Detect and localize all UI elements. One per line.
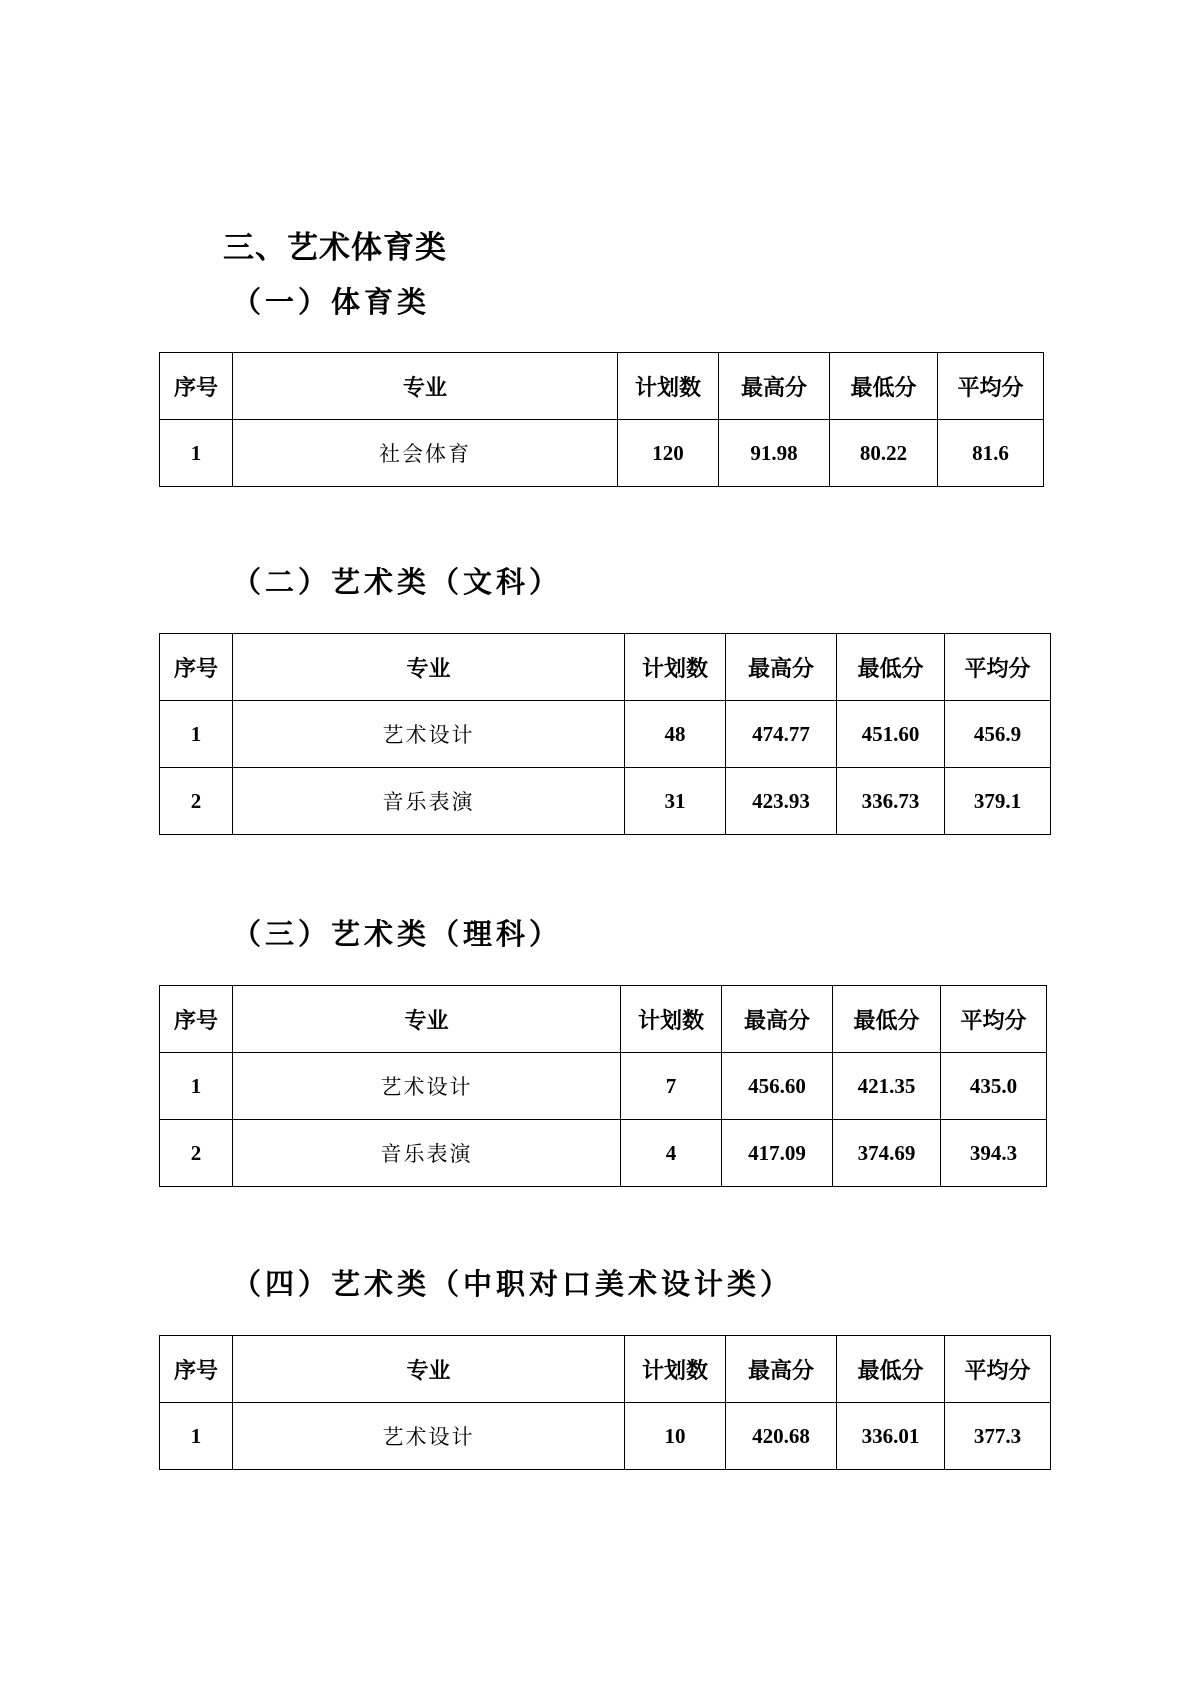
- cell-no: 1: [160, 1053, 233, 1120]
- header-plan: 计划数: [625, 634, 726, 701]
- table-header-row: [160, 634, 1051, 701]
- header-min: 最低分: [837, 634, 945, 701]
- cell-plan: 10: [625, 1403, 726, 1470]
- cell-min: 336.01: [837, 1403, 945, 1470]
- header-major: 专业: [233, 353, 618, 420]
- cell-max: 420.68: [726, 1403, 837, 1470]
- header-major: 专业: [233, 1336, 625, 1403]
- header-avg: 平均分: [945, 634, 1051, 701]
- cell-avg: 394.3: [941, 1120, 1047, 1187]
- cell-no: 2: [160, 768, 233, 835]
- subsection-title-arts-liberal: （二）艺术类（文科）: [232, 565, 563, 599]
- scores-table-arts-vocational: [159, 1335, 1051, 1470]
- subsection-title-sports: （一）体育类: [232, 285, 431, 319]
- cell-major: 艺术设计: [233, 1403, 625, 1470]
- cell-avg: 81.6: [938, 420, 1044, 487]
- cell-min: 374.69: [833, 1120, 941, 1187]
- cell-major: 社会体育: [233, 420, 618, 487]
- header-avg: 平均分: [941, 986, 1047, 1053]
- header-plan: 计划数: [621, 986, 722, 1053]
- cell-max: 423.93: [726, 768, 837, 835]
- cell-no: 2: [160, 1120, 233, 1187]
- cell-avg: 435.0: [941, 1053, 1047, 1120]
- header-plan: 计划数: [618, 353, 719, 420]
- header-max: 最高分: [719, 353, 830, 420]
- cell-plan: 120: [618, 420, 719, 487]
- table-header-row: [160, 353, 1044, 420]
- header-max: 最高分: [722, 986, 833, 1053]
- header-avg: 平均分: [938, 353, 1044, 420]
- table-row: [160, 1403, 1051, 1470]
- section-title: 三、艺术体育类: [223, 230, 447, 266]
- cell-major: 艺术设计: [233, 701, 625, 768]
- table-row: [160, 1120, 1047, 1187]
- header-plan: 计划数: [625, 1336, 726, 1403]
- header-max: 最高分: [726, 634, 837, 701]
- cell-plan: 31: [625, 768, 726, 835]
- header-max: 最高分: [726, 1336, 837, 1403]
- header-min: 最低分: [833, 986, 941, 1053]
- cell-max: 474.77: [726, 701, 837, 768]
- cell-avg: 377.3: [945, 1403, 1051, 1470]
- header-avg: 平均分: [945, 1336, 1051, 1403]
- cell-min: 421.35: [833, 1053, 941, 1120]
- cell-avg: 456.9: [945, 701, 1051, 768]
- header-min: 最低分: [837, 1336, 945, 1403]
- cell-no: 1: [160, 701, 233, 768]
- table-row: [160, 1053, 1047, 1120]
- cell-plan: 48: [625, 701, 726, 768]
- table-header-row: [160, 1336, 1051, 1403]
- scores-table-sports: [159, 352, 1044, 487]
- header-min: 最低分: [830, 353, 938, 420]
- subsection-title-arts-science: （三）艺术类（理科）: [232, 917, 563, 951]
- header-no: 序号: [160, 634, 233, 701]
- table-row: [160, 768, 1051, 835]
- cell-max: 91.98: [719, 420, 830, 487]
- cell-no: 1: [160, 420, 233, 487]
- scores-table-arts-liberal: [159, 633, 1051, 835]
- header-major: 专业: [233, 634, 625, 701]
- cell-no: 1: [160, 1403, 233, 1470]
- cell-min: 451.60: [837, 701, 945, 768]
- header-no: 序号: [160, 353, 233, 420]
- cell-major: 艺术设计: [233, 1053, 621, 1120]
- table-row: [160, 701, 1051, 768]
- header-no: 序号: [160, 1336, 233, 1403]
- table-header-row: [160, 986, 1047, 1053]
- cell-plan: 4: [621, 1120, 722, 1187]
- subsection-title-arts-vocational: （四）艺术类（中职对口美术设计类）: [232, 1267, 794, 1301]
- cell-max: 417.09: [722, 1120, 833, 1187]
- cell-min: 336.73: [837, 768, 945, 835]
- table-row: [160, 420, 1044, 487]
- cell-major: 音乐表演: [233, 1120, 621, 1187]
- scores-table-arts-science: [159, 985, 1047, 1187]
- cell-max: 456.60: [722, 1053, 833, 1120]
- cell-major: 音乐表演: [233, 768, 625, 835]
- header-major: 专业: [233, 986, 621, 1053]
- cell-plan: 7: [621, 1053, 722, 1120]
- cell-avg: 379.1: [945, 768, 1051, 835]
- cell-min: 80.22: [830, 420, 938, 487]
- header-no: 序号: [160, 986, 233, 1053]
